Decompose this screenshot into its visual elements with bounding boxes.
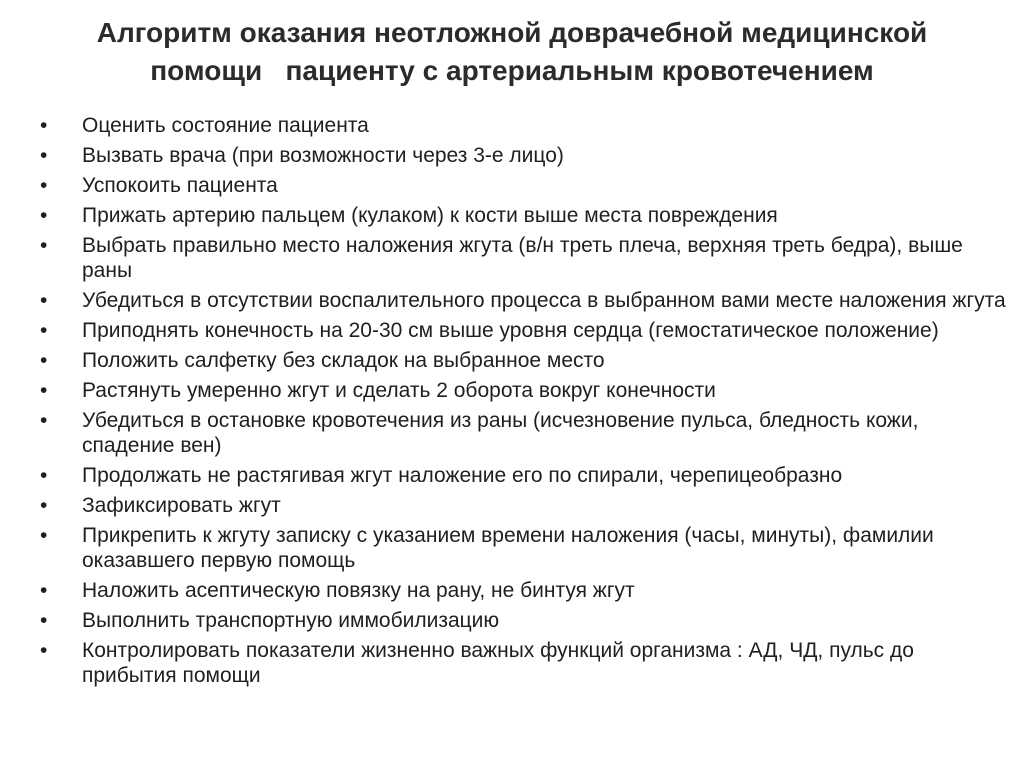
- bullet-icon: •: [40, 289, 48, 312]
- bullet-icon: •: [40, 464, 48, 487]
- list-item-text: Прижать артерию пальцем (кулаком) к кости выше места повреждения: [82, 204, 778, 227]
- list-item: [40, 463, 1010, 488]
- bullet-icon: •: [40, 234, 48, 257]
- list-item-text: Успокоить пациента: [82, 174, 278, 197]
- list-item: [40, 203, 1010, 228]
- bullet-icon: •: [40, 524, 48, 547]
- list-item-text: Продолжать не растягивая жгут наложение его по спирали, черепицеобразно: [82, 464, 843, 487]
- list-item-text: Зафиксировать жгут: [82, 494, 281, 517]
- list-item-text: Контролировать показатели жизненно важных функций организма : АД, ЧД, пульс до прибытия помощи: [82, 639, 914, 687]
- list-item-text: Прикрепить к жгуту записку с указанием времени наложения (часы, минуты), фамилии оказавшего первую помощь: [82, 524, 934, 572]
- bullet-icon: •: [40, 579, 48, 602]
- list-item-text: Положить салфетку без складок на выбранное место: [82, 349, 605, 372]
- list-item: [40, 523, 1010, 573]
- list-item-text: Убедиться в остановке кровотечения из раны (исчезновение пульса, бледность кожи, спадение вен): [82, 409, 919, 457]
- slide-title-line-2: помощи пациенту с артериальным кровотечением: [150, 55, 874, 86]
- list-item: [40, 408, 1010, 458]
- list-item: [40, 608, 1010, 633]
- slide-title: [40, 14, 984, 90]
- list-item-text: Растянуть умеренно жгут и сделать 2 оборота вокруг конечности: [82, 379, 716, 402]
- list-item: [40, 638, 1010, 688]
- list-item: [40, 348, 1010, 373]
- bullet-icon: •: [40, 409, 48, 432]
- bullet-icon: •: [40, 319, 48, 342]
- list-item: [40, 493, 1010, 518]
- list-item: [40, 173, 1010, 198]
- bullet-icon: •: [40, 114, 48, 137]
- list-item-text: Наложить асептическую повязку на рану, не бинтуя жгут: [82, 579, 635, 602]
- bullet-icon: •: [40, 144, 48, 167]
- list-item-text: Выполнить транспортную иммобилизацию: [82, 609, 500, 632]
- list-item-text: Приподнять конечность на 20-30 см выше уровня сердца (гемостатическое положение): [82, 319, 939, 342]
- slide-title-line-1: Алгоритм оказания неотложной доврачебной медицинской: [96, 17, 928, 48]
- algorithm-steps-list: [40, 113, 1010, 693]
- bullet-icon: •: [40, 639, 48, 662]
- list-item: [40, 288, 1010, 313]
- bullet-icon: •: [40, 609, 48, 632]
- list-item: [40, 318, 1010, 343]
- list-item: [40, 143, 1010, 168]
- list-item: [40, 113, 1010, 138]
- list-item: [40, 578, 1010, 603]
- bullet-icon: •: [40, 174, 48, 197]
- bullet-icon: •: [40, 379, 48, 402]
- bullet-icon: •: [40, 349, 48, 372]
- list-item-text: Выбрать правильно место наложения жгута (в/н треть плеча, верхняя треть бедра), выше раны: [82, 234, 963, 282]
- list-item-text: Оценить состояние пациента: [82, 114, 369, 137]
- list-item-text: Вызвать врача (при возможности через 3-е лицо): [82, 144, 564, 167]
- bullet-icon: •: [40, 204, 48, 227]
- bullet-icon: •: [40, 494, 48, 517]
- list-item-text: Убедиться в отсутствии воспалительного процесса в выбранном вами месте наложения жгута: [82, 289, 1006, 312]
- list-item: [40, 378, 1010, 403]
- list-item: [40, 233, 1010, 283]
